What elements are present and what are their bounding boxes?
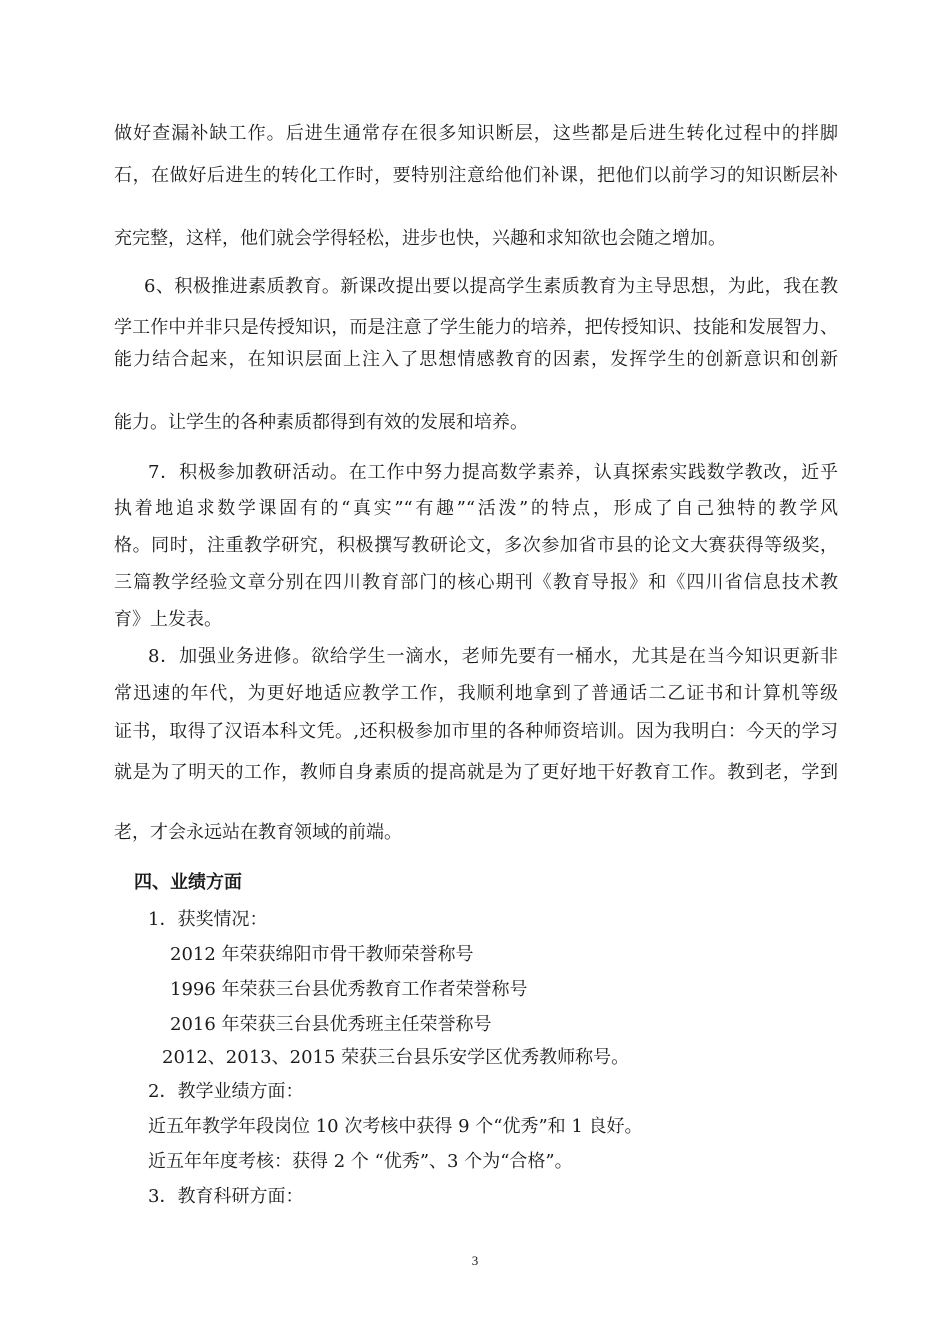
text-line: 能力结合起来，在知识层面上注入了思想情感教育的因素，发挥学生的创新意识和创新 (114, 349, 838, 370)
subsection-title: 2．教学业绩方面： (148, 1081, 304, 1102)
text-line: 能力。让学生的各种素质都得到有效的发展和培养。 (114, 412, 528, 433)
text-line: 格。同时，注重教学研究，积极撰写教研论文，多次参加省市县的论文大赛获得等级奖， (114, 535, 838, 556)
subsection-title: 3．教育科研方面： (148, 1186, 304, 1207)
page-number: 3 (471, 1253, 479, 1268)
text-line: 证书，取得了汉语本科文凭。,还积极参加市里的各种师资培训。因为我明白：今天的学习 (114, 721, 838, 742)
text-line: 常迅速的年代，为更好地适应教学工作，我顺利地拿到了普通话二乙证书和计算机等级 (114, 683, 838, 704)
text-line: 三篇教学经验文章分别在四川教育部门的核心期刊《教育导报》和《四川省信息技术教 (114, 572, 838, 593)
text-line: 石，在做好后进生的转化工作时，要特别注意给他们补课，把他们以前学习的知识断层补 (114, 165, 838, 186)
award-item: 2016 年荣获三台县优秀班主任荣誉称号 (170, 1014, 492, 1035)
text-line: 充完整，这样，他们就会学得轻松，进步也快，兴趣和求知欲也会随之增加。 (114, 228, 726, 249)
teaching-item: 近五年教学年段岗位 10 次考核中获得 9 个“优秀”和 1 良好。 (148, 1116, 643, 1137)
section-heading: 四、业绩方面 (134, 872, 242, 893)
text-line: 做好查漏补缺工作。后进生通常存在很多知识断层，这些都是后进生转化过程中的拌脚 (114, 123, 838, 144)
text-line: 7．积极参加教研活动。在工作中努力提高数学素养，认真探索实践数学教改，近乎 (148, 462, 838, 483)
subsection-title: 1．获奖情况： (148, 909, 268, 930)
text-line: 学工作中并非只是传授知识，而是注意了学生能力的培养，把传授知识、技能和发展智力、 (114, 317, 838, 338)
award-item: 1996 年荣获三台县优秀教育工作者荣誉称号 (170, 979, 528, 1000)
text-line: 8．加强业务进修。欲给学生一滴水，老师先要有一桶水，尤其是在当今知识更新非 (148, 646, 838, 667)
text-line: 6、积极推进素质教育。新课改提出要以提高学生素质教育为主导思想，为此，我在教 (144, 276, 838, 297)
text-line: 执着地追求数学课固有的“真实”“有趣”“活泼”的特点，形成了自己独特的教学风 (114, 498, 838, 519)
text-line: 老，才会永远站在教育领域的前端。 (114, 822, 402, 843)
award-item: 2012、2013、2015 荣获三台县乐安学区优秀教师称号。 (162, 1047, 630, 1068)
award-item: 2012 年荣获绵阳市骨干教师荣誉称号 (170, 944, 474, 965)
text-line: 育》上发表。 (114, 609, 222, 630)
text-line: 就是为了明天的工作，教师自身素质的提高就是为了更好地干好教育工作。教到老，学到 (114, 762, 838, 783)
teaching-item: 近五年年度考核：获得 2 个 “优秀”、3 个为“合格”。 (148, 1151, 573, 1172)
